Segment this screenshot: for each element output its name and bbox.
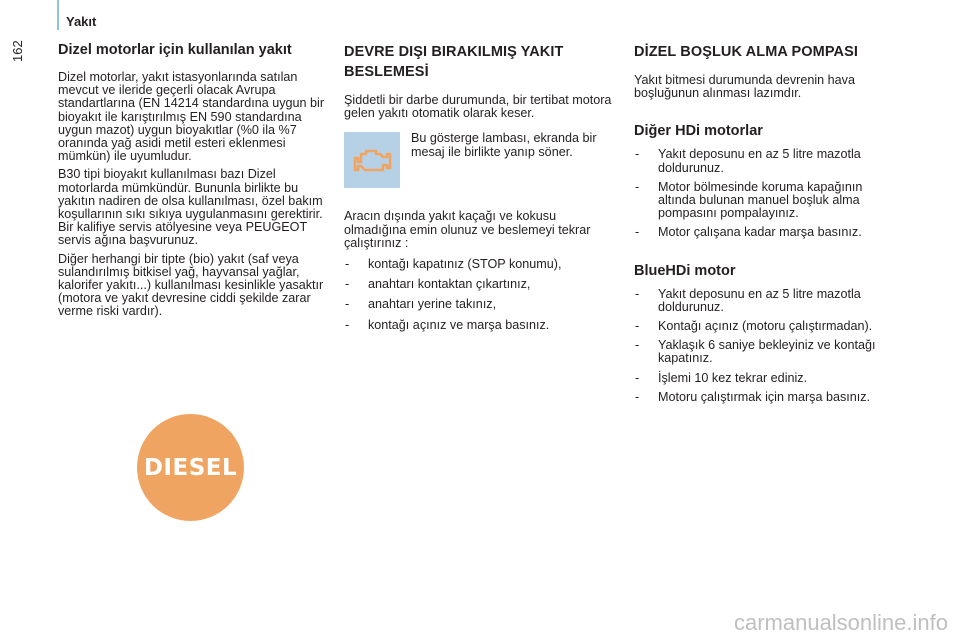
column-fuel-types	[58, 42, 330, 319]
diesel-badge-label: DIESEL	[143, 454, 238, 481]
page-number: 162	[10, 40, 25, 62]
column-priming-pump	[634, 42, 896, 410]
diesel-badge	[137, 414, 244, 521]
restart-steps-list	[344, 258, 612, 332]
paragraph-priming-intro: Yakıt bitmesi durumunda devrenin hava boşluğunun alınması lazımdır.	[634, 73, 855, 101]
paragraph-restart: Aracın dışında yakıt kaçağı ve kokusu olmadığına emin olunuz ve beslemeyi tekrar çalıştırınız :	[344, 209, 591, 250]
list-item: - anahtarı yerine takınız,	[344, 298, 612, 311]
section-title: Yakıt	[66, 14, 97, 29]
list-item: - anahtarı kontaktan çıkartınız,	[344, 278, 612, 291]
paragraph-b30: B30 tipi bioyakıt kullanılması bazı Dizel motorlarda mümkündür. Bununla birlikte bu yakıtın nadiren de olsa kullanılması, özel bakım koşullarının sıkı sıkıya uygulanmasını gerektirir. Bir kalifiye servis atölyesine veya PEUGEOT servis ağına başvurunuz.	[58, 167, 323, 248]
column-fuel-cutoff	[344, 42, 612, 339]
list-item: - Motor bölmesinde koruma kapağının altında bulunan manuel boşluk alma pompasını pompalayınız.	[634, 181, 896, 221]
list-item: - Motoru çalıştırmak için marşa basınız.	[634, 391, 896, 404]
paragraph-biofuel-compat: Dizel motorlar, yakıt istasyonlarında satılan mevcut ve ileride geçerli olacak Avrupa standartlarına (EN 14214 standardına uygun bir bioyakıt ile karıştırılmış EN 590 standardına uygun mazot) uygun bioyakıtlar (%0 ila %7 oranında yağ asidi metil esteri eklenmesi mümkün) ile uyumludur.	[58, 70, 325, 164]
list-item: - Motor çalışana kadar marşa basınız.	[634, 226, 896, 239]
paragraph-impact: Şiddetli bir darbe durumunda, bir tertibat motora gelen yakıtı otomatik olarak keser.	[344, 93, 612, 121]
list-item: - Yaklaşık 6 saniye bekleyiniz ve kontağı kapatınız.	[634, 339, 896, 365]
warning-lamp-row	[344, 132, 612, 188]
paragraph-prohibited: Diğer herhangi bir tipte (bio) yakıt (saf veya sulandırılmış bitkisel yağ, hayvansal yağlar, kalorifer yakıtı...) kullanılması kesinlikle yasaktır (motora ve yakıt devresine ciddi şekilde zarar verme riski vardır).	[58, 251, 324, 319]
bluehdi-steps-list	[634, 288, 896, 404]
heading-bluehdi: BlueHDi motor	[634, 262, 736, 279]
watermark: carmanualsonline.info	[733, 610, 948, 635]
list-item: - İşlemi 10 kez tekrar ediniz.	[634, 372, 896, 385]
warning-lamp-text: Bu gösterge lambası, ekranda bir mesaj ile birlikte yanıp söner.	[411, 131, 597, 159]
list-item: - Yakıt deposunu en az 5 litre mazotla doldurunuz.	[634, 148, 896, 174]
hdi-steps-list	[634, 148, 896, 239]
heading-diesel-fuel: Dizel motorlar için kullanılan yakıt	[58, 42, 292, 58]
list-item: - kontağı açınız ve marşa basınız.	[344, 319, 612, 332]
section-marker	[57, 0, 59, 30]
engine-warning-icon	[344, 132, 400, 188]
list-item: - Yakıt deposunu en az 5 litre mazotla doldurunuz.	[634, 288, 896, 314]
heading-priming-pump: DİZEL BOŞLUK ALMA POMPASI	[634, 44, 859, 60]
list-item: - Kontağı açınız (motoru çalıştırmadan).	[634, 320, 896, 333]
heading-other-hdi: Diğer HDi motorlar	[634, 123, 763, 140]
list-item: - kontağı kapatınız (STOP konumu),	[344, 258, 612, 271]
heading-fuel-cutoff: DEVRE DIŞI BIRAKILMIŞ YAKIT BESLEMESİ	[344, 44, 564, 80]
